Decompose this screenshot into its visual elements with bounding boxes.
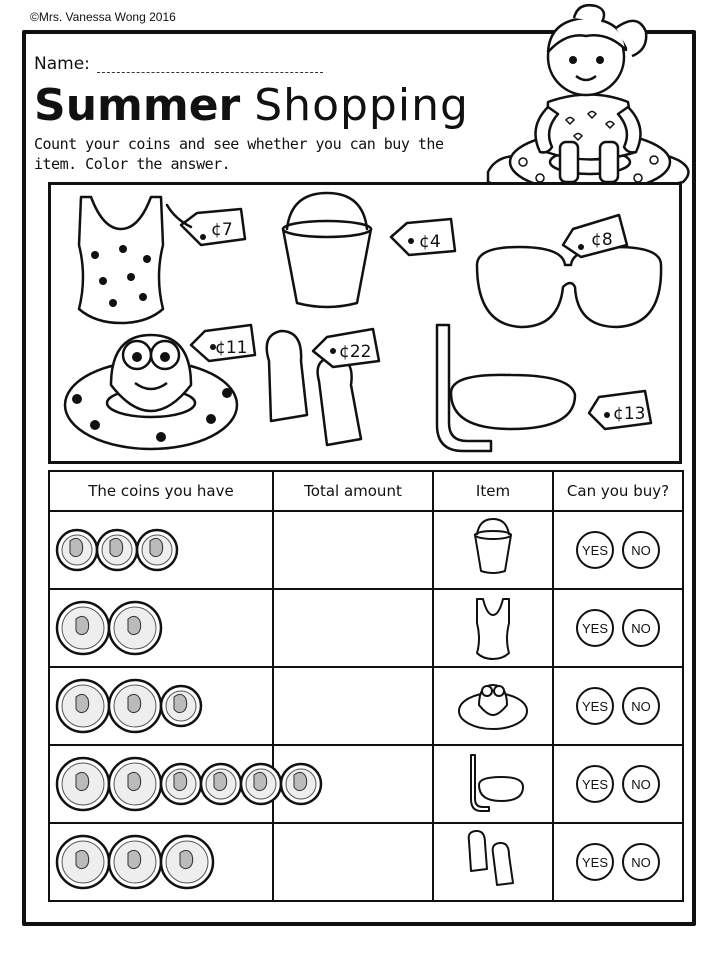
coins-group (50, 824, 272, 900)
total-amount-field[interactable] (273, 667, 433, 745)
total-amount-field[interactable] (273, 589, 433, 667)
name-input-line[interactable] (97, 72, 323, 73)
table-row (49, 511, 683, 589)
bucket-icon (457, 515, 529, 585)
table-header-row (49, 471, 683, 511)
total-amount-field[interactable] (273, 823, 433, 901)
item-picture (434, 668, 552, 744)
coins-cell (49, 511, 273, 589)
table-row (49, 589, 683, 667)
item-cell (433, 589, 553, 667)
item-picture (434, 590, 552, 666)
can-buy-cell (553, 745, 683, 823)
coin-table (48, 470, 684, 902)
flippers-icon (457, 827, 529, 897)
nickel-coin-icon (54, 599, 106, 657)
total-amount-field[interactable] (273, 511, 433, 589)
snorkel-mask-icon (457, 749, 529, 819)
header-can-buy: Can you buy? (553, 471, 683, 511)
price-flippers: ¢22 (339, 342, 372, 362)
table-row (49, 823, 683, 901)
penny-coin-icon (54, 527, 94, 573)
frog-float-icon (457, 671, 529, 741)
can-buy-cell (553, 667, 683, 745)
nickel-coin-icon (54, 755, 106, 813)
price-frog-float: ¢11 (215, 338, 248, 358)
copyright: ©Mrs. Vanessa Wong 2016 (30, 10, 176, 24)
coins-group (50, 512, 272, 588)
total-amount-field[interactable] (273, 745, 433, 823)
no-circle[interactable]: NO (622, 531, 660, 569)
penny-coin-icon (134, 527, 174, 573)
table-row (49, 667, 683, 745)
items-price-box (48, 182, 682, 464)
table-row (49, 745, 683, 823)
price-swimsuit: ¢7 (211, 220, 233, 240)
no-circle[interactable]: NO (622, 765, 660, 803)
swimsuit-icon (457, 593, 529, 663)
can-buy-cell (553, 823, 683, 901)
nickel-coin-icon (106, 599, 158, 657)
coins-cell (49, 589, 273, 667)
nickel-coin-icon (54, 833, 106, 891)
can-buy-cell (553, 589, 683, 667)
coins-group (50, 668, 272, 744)
title-shopping: Shopping (254, 80, 469, 131)
yes-circle[interactable]: YES (576, 687, 614, 725)
header-coins: The coins you have (49, 471, 273, 511)
item-picture (434, 746, 552, 822)
penny-coin-icon (158, 683, 198, 729)
price-sunglasses: ¢8 (591, 230, 613, 250)
coins-group (50, 590, 272, 666)
no-circle[interactable]: NO (622, 843, 660, 881)
yes-circle[interactable]: YES (576, 531, 614, 569)
penny-coin-icon (198, 761, 238, 807)
price-bucket: ¢4 (419, 232, 441, 252)
page-title (34, 80, 469, 132)
penny-coin-icon (158, 761, 198, 807)
can-buy-cell (553, 511, 683, 589)
penny-coin-icon (94, 527, 134, 573)
title-summer: Summer (34, 80, 241, 131)
coins-cell (49, 667, 273, 745)
header-item: Item (433, 471, 553, 511)
instructions: Count your coins and see whether you can buy the item. Color the answer. (34, 135, 444, 173)
price-snorkel-mask: ¢13 (613, 404, 646, 424)
nickel-coin-icon (54, 677, 106, 735)
header-total: Total amount (273, 471, 433, 511)
coins-cell (49, 745, 273, 823)
item-cell (433, 511, 553, 589)
penny-coin-icon (238, 761, 278, 807)
item-picture (434, 824, 552, 900)
item-cell (433, 667, 553, 745)
item-cell (433, 823, 553, 901)
nickel-coin-icon (158, 833, 210, 891)
yes-circle[interactable]: YES (576, 609, 614, 647)
nickel-coin-icon (106, 755, 158, 813)
coins-group (50, 746, 272, 822)
item-picture (434, 512, 552, 588)
coins-cell (49, 823, 273, 901)
nickel-coin-icon (106, 677, 158, 735)
yes-circle[interactable]: YES (576, 843, 614, 881)
name-label: Name: (34, 54, 90, 74)
item-cell (433, 745, 553, 823)
yes-circle[interactable]: YES (576, 765, 614, 803)
no-circle[interactable]: NO (622, 609, 660, 647)
no-circle[interactable]: NO (622, 687, 660, 725)
nickel-coin-icon (106, 833, 158, 891)
